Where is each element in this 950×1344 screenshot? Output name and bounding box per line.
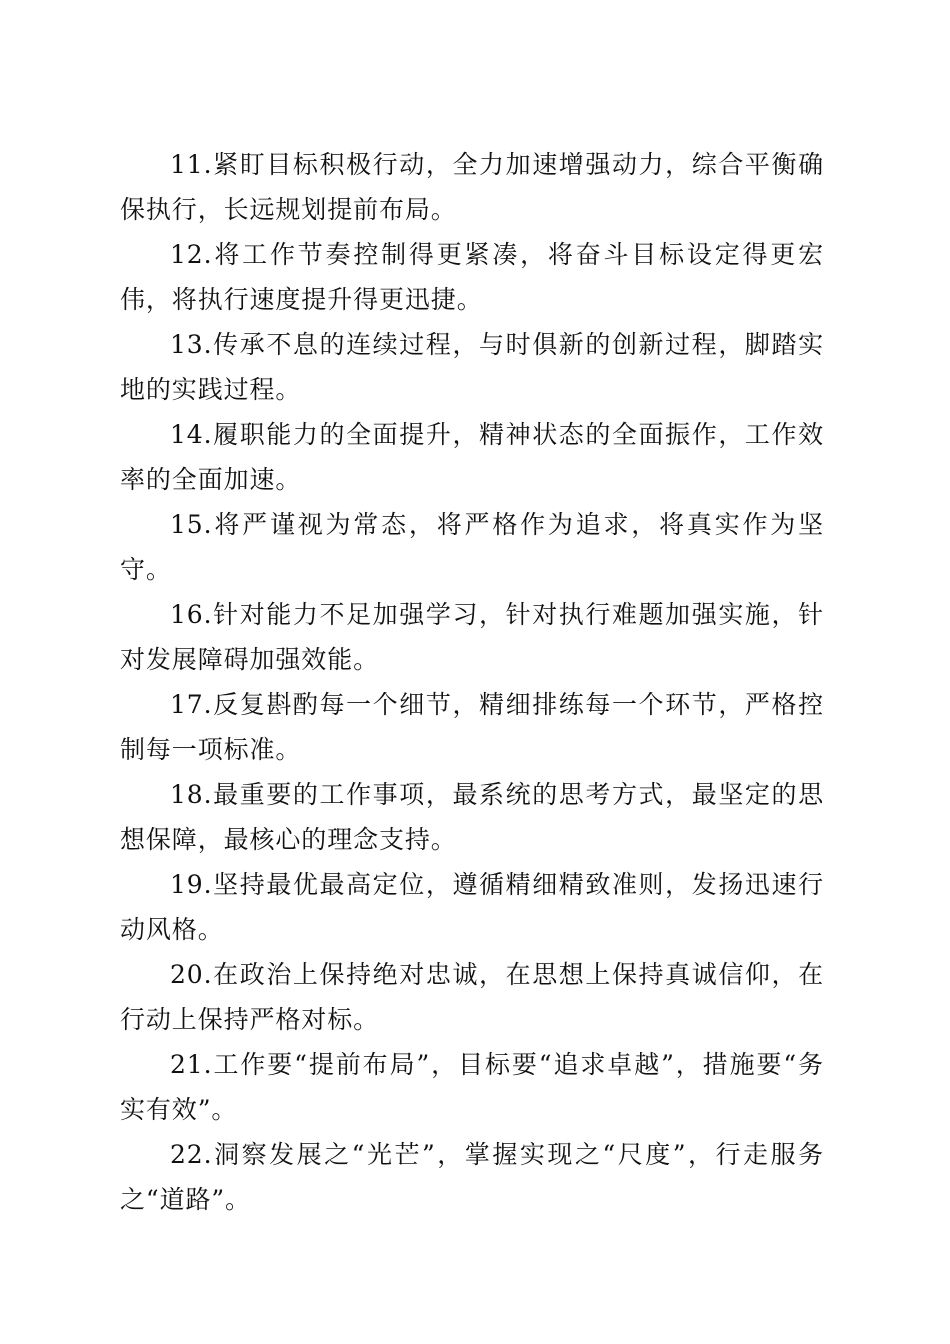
paragraph-16: 16.针对能力不足加强学习，针对执行难题加强实施，针对发展障碍加强效能。: [120, 600, 824, 674]
paragraph-12: 12.将工作节奏控制得更紧凑，将奋斗目标设定得更宏伟，将执行速度提升得更迅捷。: [120, 240, 824, 314]
paragraph-15: 15.将严谨视为常态，将严格作为追求，将真实作为坚守。: [120, 510, 824, 584]
document-body: [120, 142, 824, 1222]
paragraph-20: 20.在政治上保持绝对忠诚，在思想上保持真诚信仰，在行动上保持严格对标。: [120, 960, 824, 1034]
paragraph-21: 21.工作要“提前布局”，目标要“追求卓越”，措施要“务实有效”。: [120, 1050, 824, 1124]
paragraph-13: 13.传承不息的连续过程，与时俱新的创新过程，脚踏实地的实践过程。: [120, 330, 824, 404]
paragraph-14: 14.履职能力的全面提升，精神状态的全面振作，工作效率的全面加速。: [120, 420, 824, 494]
paragraph-17: 17.反复斟酌每一个细节，精细排练每一个环节，严格控制每一项标准。: [120, 690, 824, 764]
paragraph-18: 18.最重要的工作事项，最系统的思考方式，最坚定的思想保障，最核心的理念支持。: [120, 780, 824, 854]
paragraph-19: 19.坚持最优最高定位，遵循精细精致准则，发扬迅速行动风格。: [120, 870, 824, 944]
paragraph-11: 11.紧盯目标积极行动，全力加速增强动力，综合平衡确保执行，长远规划提前布局。: [120, 150, 824, 224]
paragraph-22: 22.洞察发展之“光芒”，掌握实现之“尺度”，行走服务之“道路”。: [120, 1140, 824, 1214]
